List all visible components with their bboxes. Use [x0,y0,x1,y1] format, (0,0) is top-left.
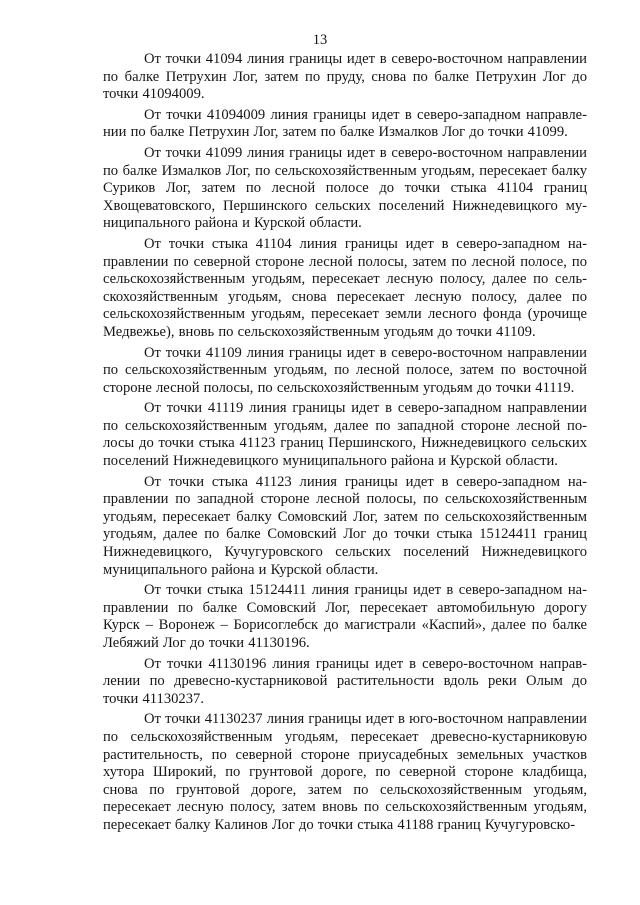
page-number: 13 [312,32,328,48]
paragraph-point-41119: От точки 41119 линия границы идет в северо-западном направлении по сельскохозяйственным угодьям, далее по западной стороне лесной полосы до точки стыка 41123 границ Першинского, Нижнедевицкого сельских поселений Нижнедевицкого муниципального района и Курской области. [103,400,587,470]
paragraph-point-41094: От точки 41094 линия границы идет в северо-восточном направлении по балке Петрухин Лог, затем по пруду, снова по балке Петрухин Лог до точки 41094009. [103,51,587,103]
paragraph-point-15124411: От точки стыка 15124411 линия границы идет в северо-западном направлении по балке Сомовский Лог, пересекает автомобильную дорогу Курск – Воронеж – Борисоглебск до магистрали «Каспий», далее по балке Лебяжий Лог до точки 41130196. [103,582,587,651]
paragraph-point-41109: От точки 41109 линия границы идет в северо-восточном направлении по сельскохозяйственным угодьям, по лесной полосе, затем по восточной стороне лесной полосы, по сельскохозяйственным угодьям до точки 41119. [103,344,587,396]
paragraph-point-41099: От точки 41099 линия границы идет в северо-восточном направлении по балке Измалков Лог, по сельскохозяйственным угодьям, пересекает балку Суриков Лог, затем по лесной полосе до точки стыка 41104 границ Хвощеватовского, Першинского сельских поселений Нижнедевицкого муниципального района и Курской области. [103,144,587,232]
paragraph-point-41094009: От точки 41094009 линия границы идет в северо-западном направлении по балке Петрухин Лог, затем по балке Измалков Лог до точки 41099. [103,106,587,141]
paragraph-point-41130196: От точки 41130196 линия границы идет в северо-восточном направлении по древесно-кустарниковой растительности вдоль реки Олым до точки 41130237. [103,655,587,707]
paragraph-point-41130237: От точки 41130237 линия границы идет в юго-восточном направлении по сельскохозяйственным угодьям, пересекает древесно-кустарниковую растительность, по северной стороне приусадебных земельных участков хутора Широкий, по грунтовой дороге, по северной стороне кладбища, снова по грунтовой дороге, затем по сельскохозяйственным угодьям, пересекает лесную полосу, затем вновь по сельскохозяйственным угодьям, пересекает балку Калинов Лог до точки стыка 41188 границ Кучугуровско- [103,711,587,833]
paragraph-point-41104: От точки стыка 41104 линия границы идет в северо-западном направлении по северной стороне лесной полосы, затем по лесной полосе, по сельскохозяйственным угодьям, пересекает лесную полосу, далее по сельскохозяйственным угодьям, снова пересекает лесную полосу, далее по сельскохозяйственным угодьям, пересекает земли лесного фонда (урочище Медвежье), вновь по сельскохозяйственным угодьям до точки 41109. [103,235,587,340]
paragraph-point-41123: От точки стыка 41123 линия границы идет в северо-западном направлении по западной стороне лесной полосы, по сельскохозяйственным угодьям, пересекает балку Сомовский Лог, затем по сельскохозяйственным угодьям, далее по балке Сомовский Лог до точки стыка 15124411 границ Нижнедевицкого, Кучугуровского сельских поселений Нижнедевицкого муниципального района и Курской области. [103,473,587,578]
document-body [103,51,587,835]
